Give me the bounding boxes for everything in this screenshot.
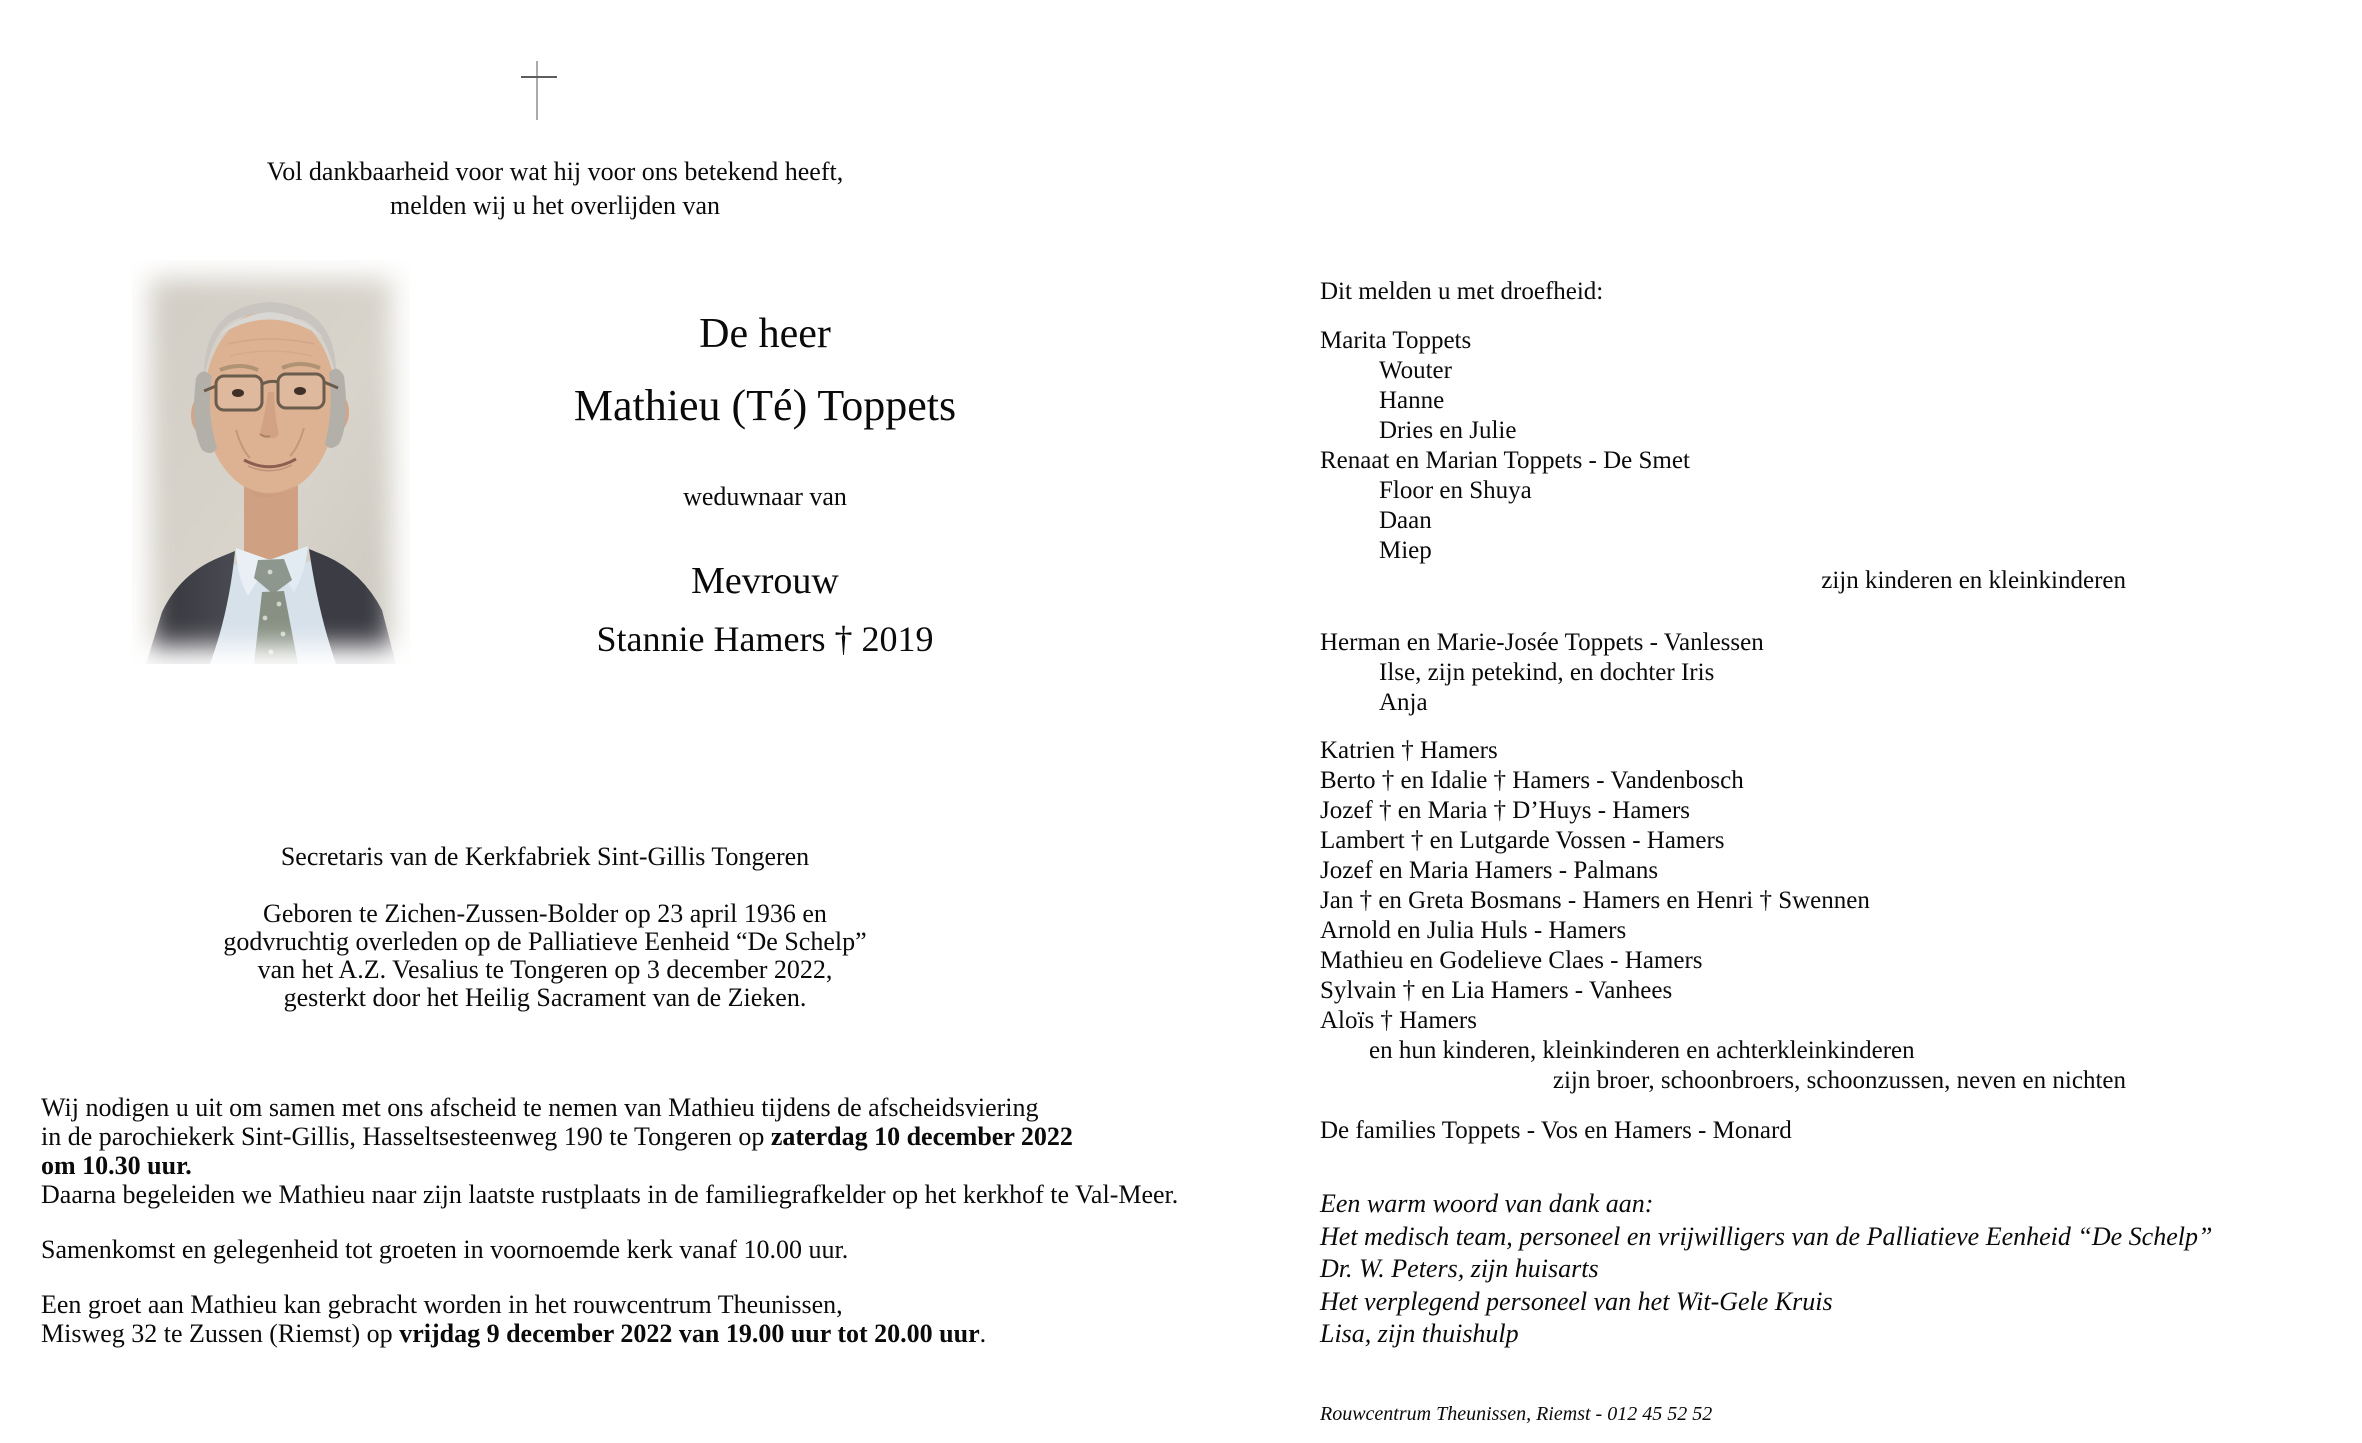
visitation-line-suffix: . (979, 1319, 987, 1348)
list-item: Katrien † Hamers (1320, 737, 1498, 764)
list-item: en hun kinderen, kleinkinderen en achterkleinkinderen (1369, 1037, 1915, 1064)
list-item: Een warm woord van dank aan: (1320, 1189, 1654, 1218)
invitation-line (41, 1122, 1191, 1151)
list-item: Anja (1379, 689, 1428, 716)
life-line: gesterkt door het Heilig Sacrament van de Zieken. (283, 983, 807, 1012)
list-item: Herman en Marie-Josée Toppets - Vanlessen (1320, 629, 1764, 656)
life-line: van het A.Z. Vesalius te Tongeren op 3 december 2022, (257, 955, 833, 984)
deceased-name: Mathieu (Té) Toppets (573, 381, 957, 430)
list-item: zijn kinderen en kleinkinderen (1821, 567, 2126, 594)
list-item: Miep (1379, 537, 1432, 564)
life-paragraph (150, 900, 940, 1012)
funeral-home-line: Rouwcentrum Theunissen, Riemst - 012 45 52 52 (1320, 1403, 1713, 1425)
list-item: Arnold en Julia Huls - Hamers (1320, 917, 1627, 944)
cross-icon-vertical (536, 61, 538, 120)
list-item: Mathieu en Godelieve Claes - Hamers (1320, 947, 1703, 974)
list-item: Het verplegend personeel van het Wit-Gele Kruis (1320, 1286, 1833, 1316)
visitation-line (41, 1319, 1191, 1348)
list-item: Jozef † en Maria † D’Huys - Hamers (1320, 797, 1691, 824)
list-item: Sylvain † en Lia Hamers - Vanhees (1320, 977, 1673, 1004)
list-item: Floor en Shuya (1379, 477, 1532, 504)
relatives-list (1320, 736, 2126, 1096)
invitation-line-normal: in de parochiekerk Sint-Gillis, Hasseltsesteenweg 190 te Tongeren op (41, 1122, 771, 1151)
list-item: Aloïs † Hamers (1320, 1007, 1477, 1034)
honorific: De heer (699, 311, 831, 357)
list-item: Wouter (1379, 357, 1452, 384)
gathering-line: Samenkomst en gelegenheid tot groeten in voornoemde kerk vanaf 10.00 uur. (41, 1235, 849, 1264)
list-item: Daan (1379, 507, 1432, 534)
thanks-list (1320, 1188, 2213, 1351)
invitation-line (41, 1151, 1191, 1180)
families-line: De families Toppets - Vos en Hamers - Monard (1320, 1117, 1792, 1144)
photo-vignette (132, 260, 410, 664)
list-item: Lambert † en Lutgarde Vossen - Hamers (1320, 827, 1725, 854)
list-item: Renaat en Marian Toppets - De Smet (1320, 447, 1690, 474)
invitation-line-bold: om 10.30 uur. (41, 1151, 192, 1180)
portrait-photo (132, 260, 410, 664)
cross-icon-horizontal (521, 76, 557, 78)
widower-label: weduwnaar van (683, 482, 847, 511)
list-item: Ilse, zijn petekind, en dochter Iris (1379, 659, 1715, 686)
spouse-honorific: Mevrouw (691, 560, 839, 602)
announcement-header: Dit melden u met droefheid: (1320, 278, 1604, 305)
list-item: Berto † en Idalie † Hamers - Vandenbosch (1320, 767, 1744, 794)
visitation-line-bold: vrijdag 9 december 2022 van 19.00 uur tot 20.00 uur (399, 1319, 980, 1348)
list-item: Jozef en Maria Hamers - Palmans (1320, 857, 1659, 884)
list-item: zijn broer, schoonbroers, schoonzussen, neven en nichten (1552, 1067, 2126, 1094)
list-item: Marita Toppets (1320, 327, 1472, 354)
role-line: Secretaris van de Kerkfabriek Sint-Gillis Tongeren (280, 842, 810, 871)
invitation-line: Daarna begeleiden we Mathieu naar zijn laatste rustplaats in de familiegrafkelder op het kerkhof te Val-Meer. (41, 1180, 1179, 1209)
intro-line: Vol dankbaarheid voor wat hij voor ons betekend heeft, (266, 157, 844, 186)
list-item: Dr. W. Peters, zijn huisarts (1320, 1254, 1599, 1283)
list-item: Lisa, zijn thuishulp (1320, 1319, 1519, 1348)
visitation-paragraph (41, 1290, 1191, 1348)
invitation-line-bold: zaterdag 10 december 2022 (770, 1122, 1073, 1151)
intro-line: melden wij u het overlijden van (390, 191, 720, 220)
life-line: Geboren te Zichen-Zussen-Bolder op 23 april 1936 en (263, 899, 827, 928)
children-list (1320, 326, 2126, 596)
list-item: Hanne (1379, 387, 1445, 414)
list-item: Jan † en Greta Bosmans - Hamers en Henri † Swennen (1320, 887, 1870, 914)
intro-text (150, 155, 960, 223)
list-item: Het medisch team, personeel en vrijwilligers van de Palliatieve Eenheid “De Schelp” (1320, 1221, 2213, 1251)
godchild-list (1320, 628, 2126, 718)
invitation-paragraph (41, 1093, 1191, 1209)
invitation-line: Wij nodigen u uit om samen met ons afscheid te nemen van Mathieu tijdens de afscheidsviering (41, 1093, 1039, 1122)
life-line: godvruchtig overleden op de Palliatieve Eenheid “De Schelp” (223, 927, 867, 956)
spouse-name: Stannie Hamers † 2019 (596, 619, 934, 659)
visitation-line-normal: Misweg 32 te Zussen (Riemst) op (41, 1319, 400, 1348)
list-item: Dries en Julie (1379, 417, 1517, 444)
visitation-line: Een groet aan Mathieu kan gebracht worden in het rouwcentrum Theunissen, (41, 1290, 843, 1319)
